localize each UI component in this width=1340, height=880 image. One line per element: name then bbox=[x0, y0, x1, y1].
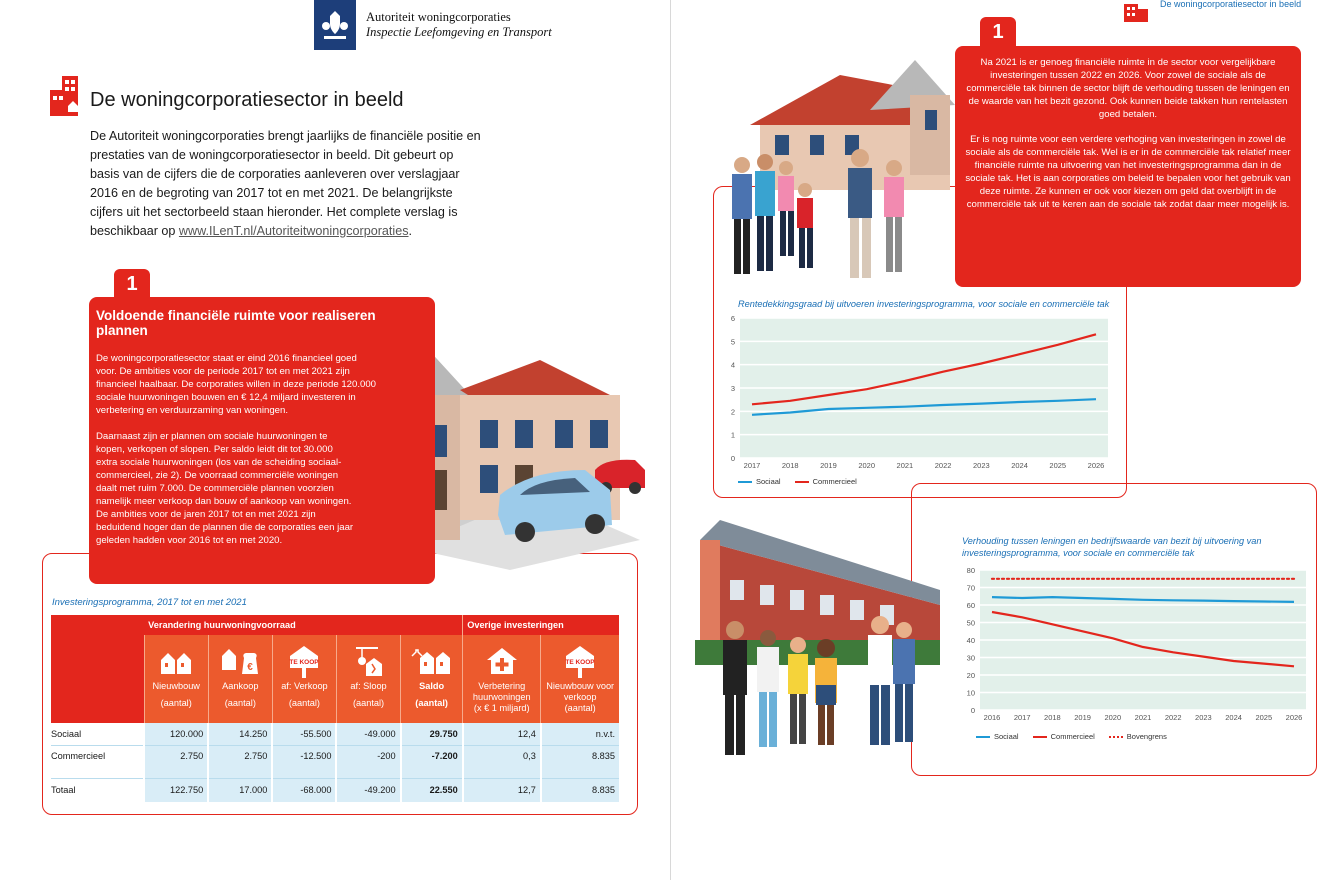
x-tick-label: 2018 bbox=[1044, 713, 1061, 722]
intro-paragraph bbox=[90, 127, 485, 241]
organisation-logo bbox=[314, 0, 552, 50]
org-subtitle: Inspectie Leefomgeving en Transport bbox=[366, 25, 552, 39]
section-tag-text: De woningcorporatiesector in beeld bbox=[1160, 0, 1302, 9]
house-plus-icon bbox=[485, 646, 519, 676]
y-tick-label: 70 bbox=[966, 583, 975, 593]
y-tick-label: 6 bbox=[730, 314, 735, 323]
column-header-aankoop: € Aankoop (aantal) bbox=[208, 635, 272, 723]
table-caption: Investeringsprogramma, 2017 tot en met 2021 bbox=[52, 597, 247, 608]
x-tick-label: 2016 bbox=[983, 713, 1001, 722]
table-spacer bbox=[51, 767, 619, 778]
svg-text:€: € bbox=[247, 662, 254, 673]
page-title: De woningcorporatiesector in beeld bbox=[90, 89, 404, 111]
street-illustration bbox=[690, 510, 950, 775]
x-tick-label: 2025 bbox=[1255, 713, 1273, 722]
box-number: 1 bbox=[114, 269, 150, 299]
intro-text: De Autoriteit woningcorporaties brengt jaarlijks de financiële positie en prestaties van de woningcorporatiesector in beeld. Dit gebeurt op basis van de cijfers die de corporaties aanleveren over verslagjaar 2016 en de begroting van 2017 tot en met 2021. De belangrijkste cijfers uit het sectorbeeld staan hieronder. Het complete verslag is beschikbaar op bbox=[90, 129, 481, 238]
table-row-commercieel: Commercieel 2.750 2.750 -12.500 -200 -7.200 0,3 8.835 bbox=[51, 745, 619, 767]
svg-text:TE KOOP: TE KOOP bbox=[289, 659, 320, 666]
column-header-saldo: Saldo (aantal) bbox=[401, 635, 463, 723]
callout-box bbox=[89, 297, 435, 584]
chart2-title: Verhouding tussen leningen en bedrijfswaarde van bezit bij uitvoering van investeringsprogramma, voor sociale en commerciële tak bbox=[962, 536, 1262, 558]
x-tick-label: 2026 bbox=[1285, 713, 1303, 722]
legend-item-bovengrens: Bovengrens bbox=[1109, 732, 1167, 741]
chart2-leningen-bedrijfswaarde bbox=[956, 566, 1312, 728]
y-tick-label: 3 bbox=[730, 384, 735, 393]
column-header-verbetering: Verbetering huurwoningen (x € 1 miljard) bbox=[463, 635, 541, 723]
x-tick-label: 2017 bbox=[743, 461, 761, 470]
building-icon bbox=[1122, 0, 1152, 22]
callout-box-right bbox=[955, 46, 1301, 287]
y-tick-label: 20 bbox=[966, 671, 975, 680]
callout-right-paragraph-1: Na 2021 is er genoeg financiële ruimte in de sector voor vergelijkbare investeringen tussen 2022 en 2026. Voor zowel de sociale als de commerciële tak binnen de sector blijft de verhouding tussen de leningen en de waarde van het bezit gezond. Ook kunnen beide takken hun rentelasten goed betalen. bbox=[966, 57, 1290, 120]
for-sale-sign-icon bbox=[286, 644, 322, 678]
x-tick-label: 2026 bbox=[1087, 461, 1105, 470]
chart1-title: Rentedekkingsgraad bij uitvoeren investeringsprogramma, voor sociale en commerciële tak bbox=[738, 299, 1110, 309]
x-tick-label: 2023 bbox=[972, 461, 990, 470]
x-tick-label: 2025 bbox=[1049, 461, 1067, 470]
y-tick-label: 1 bbox=[730, 430, 735, 440]
legend-item-sociaal: Sociaal bbox=[976, 732, 1019, 741]
legend-item-sociaal: Sociaal bbox=[738, 477, 781, 486]
y-tick-label: 0 bbox=[970, 706, 975, 715]
x-tick-label: 2024 bbox=[1011, 461, 1028, 470]
purchase-icon bbox=[220, 646, 260, 676]
building-icon bbox=[50, 76, 82, 116]
chart1-rentedekkingsgraad bbox=[722, 312, 1118, 472]
housing-balance-icon bbox=[410, 648, 454, 674]
x-tick-label: 2020 bbox=[858, 461, 876, 470]
chart1-legend bbox=[738, 477, 857, 486]
callout-title: Voldoende financiële ruimte voor realiseren plannen bbox=[96, 308, 376, 338]
x-tick-label: 2019 bbox=[1074, 713, 1091, 722]
box-number-right: 1 bbox=[980, 17, 1016, 48]
legend-item-commercieel: Commercieel bbox=[1033, 732, 1095, 741]
callout-paragraph-2: Daarnaast zijn er plannen om sociale huurwoningen te kopen, verkopen of slopen. Per saldo leidt dit tot 30.000 extra sociale huurwoningen (los van de scheiding sociaal-commercieel, zie 2). De voorraad commerciële woningen daalt met ruim 7.000. De commerciële plannen voorzien namelijk meer verkoop dan bouw of aankoop van woningen. De ambities voor de jaren 2017 tot en met 2021 zijn beduidend hoger dan de plannen die de corporaties een jaar geleden hadden voor 2016 tot en met 2020. bbox=[96, 431, 354, 546]
callout-paragraph-1: De woningcorporatiesector staat er eind 2016 financieel goed voor. De ambities voor de periode 2017 tot en met 2021 zijn financieel haalbaar. De corporaties willen in deze periode 120.000 sociale huurwoningen bouwen en € 12,4 miljard investeren in verbetering en verduurzaming van woningen. bbox=[96, 353, 377, 416]
section-tag bbox=[1122, 0, 1301, 22]
houses-icon bbox=[159, 648, 193, 674]
column-header-nieuwbouw: Nieuwbouw (aantal) bbox=[144, 635, 208, 723]
y-tick-label: 50 bbox=[966, 618, 975, 628]
org-name: Autoriteit woningcorporaties bbox=[366, 10, 511, 24]
y-tick-label: 60 bbox=[966, 601, 975, 610]
y-tick-label: 80 bbox=[966, 566, 975, 575]
x-tick-label: 2023 bbox=[1195, 713, 1212, 722]
y-tick-label: 5 bbox=[730, 337, 735, 347]
group-header-2: Overige investeringen bbox=[463, 615, 619, 635]
x-tick-label: 2019 bbox=[820, 461, 837, 470]
legend-item-commercieel: Commercieel bbox=[795, 477, 857, 486]
x-tick-label: 2020 bbox=[1104, 713, 1122, 722]
y-tick-label: 0 bbox=[730, 454, 735, 463]
y-tick-label: 2 bbox=[730, 407, 735, 417]
group-header-1: Verandering huurwoningvoorraad bbox=[144, 615, 463, 635]
demolition-icon bbox=[352, 644, 386, 678]
intro-end: . bbox=[408, 224, 413, 238]
crest-icon bbox=[314, 0, 356, 50]
column-header-sloop: af: Sloop (aantal) bbox=[336, 635, 400, 723]
table-corner bbox=[51, 615, 144, 723]
x-tick-label: 2024 bbox=[1225, 713, 1242, 722]
y-tick-label: 40 bbox=[966, 636, 975, 645]
y-tick-label: 4 bbox=[730, 360, 735, 370]
chart2-legend bbox=[976, 732, 1167, 741]
for-sale-sign-icon bbox=[562, 644, 598, 678]
x-tick-label: 2022 bbox=[934, 461, 952, 470]
x-tick-label: 2021 bbox=[896, 461, 914, 470]
table-row-sociaal: Sociaal 120.000 14.250 -55.500 -49.000 29.750 12,4 n.v.t. bbox=[51, 723, 619, 745]
x-tick-label: 2022 bbox=[1164, 713, 1182, 722]
column-header-verkoop: TE KOOP af: Verkoop (aantal) bbox=[272, 635, 336, 723]
table-row-totaal: Totaal 122.750 17.000 -68.000 -49.200 22.550 12,7 8.835 bbox=[51, 778, 619, 802]
y-tick-label: 10 bbox=[966, 688, 975, 698]
page-divider bbox=[670, 0, 671, 880]
callout-right-paragraph-2: Er is nog ruimte voor een verdere verhoging van investeringen in zowel de sociale als de commerciële tak. Wel is er in de commerciële tak relatief meer financiële ruimte na uitvoering van het investeringsprogramma dan in de sociale tak. Het is aan corporaties om beleid te bepalen voor het gebruik van deze ruimte. Ze kunnen er ook voor kiezen om geld dat overblijft in de commerciële tak uit te keren aan de sociale tak zodat daar meer mogelijk is. bbox=[965, 134, 1291, 210]
x-tick-label: 2018 bbox=[781, 461, 799, 470]
svg-text:TE KOOP: TE KOOP bbox=[565, 659, 595, 666]
x-tick-label: 2021 bbox=[1134, 713, 1152, 722]
investment-table bbox=[51, 615, 619, 802]
column-header-nieuwbouw-verkoop: TE KOOP Nieuwbouw voor verkoop (aantal) bbox=[541, 635, 619, 723]
residents-illustration bbox=[720, 50, 960, 290]
website-link[interactable]: www.ILenT.nl/Autoriteitwoningcorporaties bbox=[178, 224, 409, 238]
y-tick-label: 30 bbox=[966, 653, 975, 663]
x-tick-label: 2017 bbox=[1013, 713, 1031, 722]
